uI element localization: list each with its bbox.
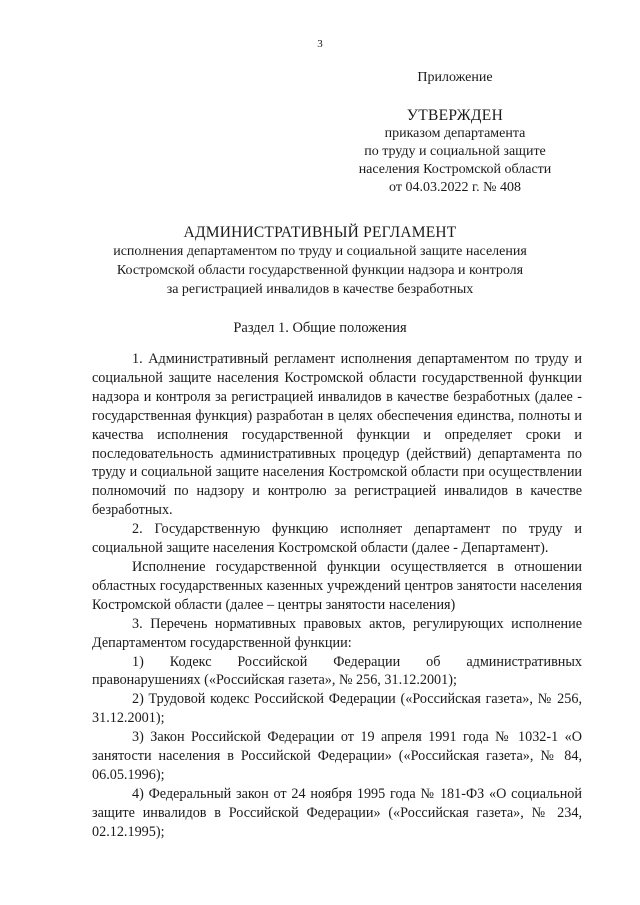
paragraph: 1. Административный регламент исполнения департаментом по труду и социальной защите населения Костромской области государственной функции надзора и контроля за регистрацией инвалидов в качестве безработных (далее - государственная функция) разработан в целях обеспечения единства, полноты и качества исполнения государственной функции и определяет сроки и последовательность административных процедур (действий) департамента по труду и социальной защите населения Костромской области при осуществлении полномочий по надзору и контролю за регистрацией инвалидов в качестве безработных. [92, 351, 582, 519]
paragraph: Исполнение государственной функции осуществляется в отношении областных государственных казенных учреждений центров занятости населения Костромской области (далее – центры занятости населения) [92, 558, 582, 613]
approval-line: по труду и социальной защите [364, 144, 546, 159]
approval-line: приказом департамента [384, 126, 526, 141]
paragraph: 3. Перечень нормативных правовых актов, регулирующих исполнение Департаментом государственной функции: [92, 615, 582, 651]
paragraph: 1) Кодекс Российской Федерации об административных правонарушениях («Российская газета», № 256, 31.12.2001); [92, 653, 582, 689]
appendix-label: Приложение [417, 70, 493, 85]
approved-label: УТВЕРЖДЕН [406, 107, 504, 124]
paragraph: 2. Государственную функцию исполняет департамент по труду и социальной защите населения Костромской области (далее - Департамент). [92, 521, 582, 557]
regulation-title: АДМИНИСТРАТИВНЫЙ РЕГЛАМЕНТ [183, 224, 457, 241]
regulation-subtitle-line: Костромской области государственной функции надзора и контроля [116, 263, 524, 278]
page-number: 3 [317, 38, 323, 50]
approval-line: населения Костромской области [358, 162, 552, 177]
paragraph: 4) Федеральный закон от 24 ноября 1995 года № 181-ФЗ «О социальной защите инвалидов в Российской Федерации» («Российская газета», № 234, 02.12.1995); [92, 785, 582, 840]
paragraph: 2) Трудовой кодекс Российской Федерации («Российская газета», № 256, 31.12.2001); [92, 691, 582, 727]
section-title: Раздел 1. Общие положения [233, 320, 407, 336]
regulation-subtitle-line: за регистрацией инвалидов в качестве безработных [166, 282, 474, 297]
regulation-subtitle-line: исполнения департаментом по труду и социальной защите населения [113, 244, 527, 259]
paragraph: 3) Закон Российской Федерации от 19 апреля 1991 года № 1032-1 «О занятости населения в Российской Федерации» («Российская газета», № 84, 06.05.1996); [92, 729, 582, 783]
approval-line: от 04.03.2022 г. № 408 [389, 180, 521, 195]
document-body [92, 350, 582, 842]
